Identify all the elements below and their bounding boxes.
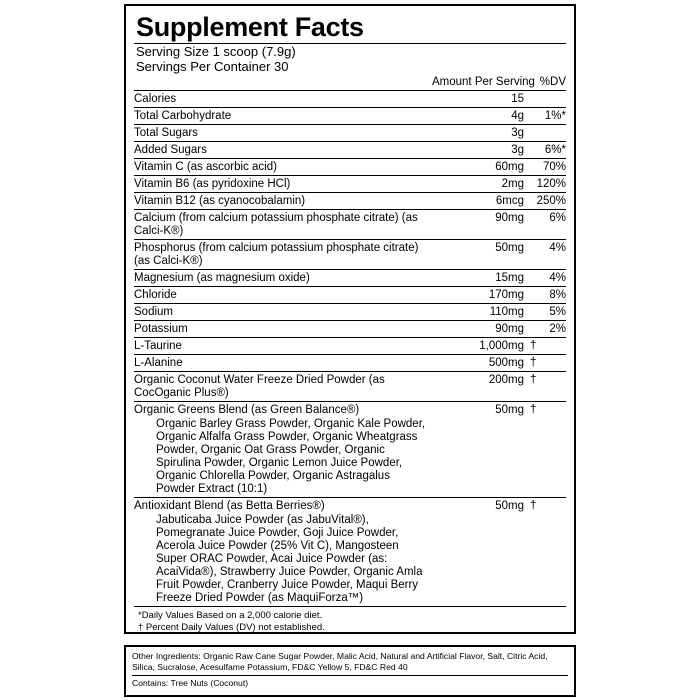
nutrient-dv: 4% <box>524 270 566 287</box>
nutrient-amount: 500mg <box>432 355 524 372</box>
table-row <box>134 498 566 607</box>
nutrient-dv: 4% <box>524 240 566 270</box>
servings-per-container: Servings Per Container 30 <box>136 59 289 74</box>
blend-ingredients: Organic Barley Grass Powder, Organic Kale Powder, Organic Alfalfa Grass Powder, Organic Wheatgrass Powder, Organic Oat Grass Powder, Organic Spirulina Powder, Organic Lemon Juice Powder, Organic Chlorella Powder, Organic Astragalus Powder Extract (10:1) <box>156 417 426 495</box>
nutrient-dv: 120% <box>524 176 566 193</box>
nutrient-amount: 110mg <box>432 304 524 321</box>
blend-cell <box>134 402 432 498</box>
nutrient-amount: 50mg <box>432 240 524 270</box>
table-row <box>134 91 566 108</box>
nutrient-dv: 250% <box>524 193 566 210</box>
nutrient-name: Vitamin C (as ascorbic acid) <box>134 159 432 176</box>
nutrient-name: Organic Greens Blend (as Green Balance®) <box>134 403 360 416</box>
nutrient-dv: † <box>524 355 566 372</box>
nutrient-name: Calcium (from calcium potassium phosphate citrate) (as Calci-K®) <box>134 210 432 240</box>
nutrient-name: L-Alanine <box>134 355 432 372</box>
nutrient-name: Potassium <box>134 321 432 338</box>
nutrient-amount: 170mg <box>432 287 524 304</box>
table-row <box>134 338 566 355</box>
nutrient-dv: 1%* <box>524 108 566 125</box>
table-row <box>134 304 566 321</box>
nutrient-amount: 15 <box>432 91 524 108</box>
nutrient-amount: 90mg <box>432 321 524 338</box>
blend-cell <box>134 498 432 607</box>
nutrient-amount: 1,000mg <box>432 338 524 355</box>
page-title: Supplement Facts <box>136 12 364 42</box>
nutrient-name: Antioxidant Blend (as Betta Berries®) <box>134 499 325 512</box>
nutrient-amount: 15mg <box>432 270 524 287</box>
other-ingredients-panel <box>124 645 576 697</box>
nutrient-amount: 4g <box>432 108 524 125</box>
nutrient-dv: † <box>524 372 566 402</box>
nutrient-dv: † <box>524 498 566 607</box>
nutrient-name: Total Carbohydrate <box>134 108 432 125</box>
nutrient-dv: 70% <box>524 159 566 176</box>
nutrient-name: Vitamin B12 (as cyanocobalamin) <box>134 193 432 210</box>
nutrient-dv: 8% <box>524 287 566 304</box>
nutrient-dv: 6%* <box>524 142 566 159</box>
footnote-dv-not-established: † Percent Daily Values (DV) not established. <box>138 621 325 633</box>
nutrient-amount: 6mcg <box>432 193 524 210</box>
table-header-row <box>134 74 566 91</box>
nutrition-table-body <box>134 74 566 607</box>
table-row <box>134 321 566 338</box>
table-row <box>134 108 566 125</box>
table-row <box>134 193 566 210</box>
table-row <box>134 355 566 372</box>
table-row <box>134 159 566 176</box>
other-ingredients-text: Other Ingredients: Organic Raw Cane Sugar Powder, Malic Acid, Natural and Artificial Flavor, Salt, Citric Acid, Silica, Sucralose, Acesulfame Potassium, FD&C Yellow 5, FD&C Red 40 <box>132 651 548 672</box>
allergen-contains-text: Contains: Tree Nuts (Coconut) <box>132 678 249 689</box>
header-amount-per-serving: Amount Per Serving <box>432 74 524 91</box>
table-row <box>134 402 566 498</box>
nutrient-dv: 5% <box>524 304 566 321</box>
nutrient-amount: 2mg <box>432 176 524 193</box>
header-percent-dv: %DV <box>524 74 566 91</box>
blend-ingredients: Jabuticaba Juice Powder (as JabuVital®), Pomegranate Juice Powder, Goji Juice Powder, Acerola Juice Powder (25% Vit C), Mangosteen Super ORAC Powder, Acai Juice Powder (as: AcaiVida®), Strawberry Juice Powder, Organic Amla Fruit Powder, Cranberry Juice Powder, Maqui Berry Freeze Dried Powder (as MaquiForza™) <box>156 513 423 604</box>
nutrient-dv: 6% <box>524 210 566 240</box>
table-row <box>134 125 566 142</box>
nutrient-amount: 90mg <box>432 210 524 240</box>
nutrient-name: L-Taurine <box>134 338 432 355</box>
nutrient-name: Phosphorus (from calcium potassium phosphate citrate) (as Calci-K®) <box>134 240 432 270</box>
nutrient-dv <box>524 91 566 108</box>
header-blank <box>134 74 432 91</box>
nutrient-name: Calories <box>134 91 432 108</box>
nutrient-dv: † <box>524 402 566 498</box>
nutrient-dv: † <box>524 338 566 355</box>
table-row <box>134 210 566 240</box>
nutrient-amount: 50mg <box>432 402 524 498</box>
nutrient-name: Chloride <box>134 287 432 304</box>
table-row <box>134 287 566 304</box>
nutrient-amount: 200mg <box>432 372 524 402</box>
nutrient-amount: 3g <box>432 142 524 159</box>
nutrient-name: Organic Coconut Water Freeze Dried Powder (as CocOganic Plus®) <box>134 372 432 402</box>
nutrient-name: Vitamin B6 (as pyridoxine HCl) <box>134 176 432 193</box>
nutrition-table <box>134 74 566 607</box>
other-divider <box>132 675 568 676</box>
table-row <box>134 176 566 193</box>
supplement-facts-panel <box>124 4 576 634</box>
table-row <box>134 240 566 270</box>
nutrient-name: Added Sugars <box>134 142 432 159</box>
nutrient-amount: 3g <box>432 125 524 142</box>
nutrient-amount: 50mg <box>432 498 524 607</box>
nutrient-dv: 2% <box>524 321 566 338</box>
table-row <box>134 372 566 402</box>
nutrient-dv <box>524 125 566 142</box>
nutrient-name: Sodium <box>134 304 432 321</box>
serving-size: Serving Size 1 scoop (7.9g) <box>136 44 296 59</box>
table-row <box>134 142 566 159</box>
nutrient-name: Magnesium (as magnesium oxide) <box>134 270 432 287</box>
nutrient-amount: 60mg <box>432 159 524 176</box>
table-row <box>134 270 566 287</box>
nutrient-name: Total Sugars <box>134 125 432 142</box>
footnote-daily-values: *Daily Values Based on a 2,000 calorie diet. <box>138 610 323 621</box>
